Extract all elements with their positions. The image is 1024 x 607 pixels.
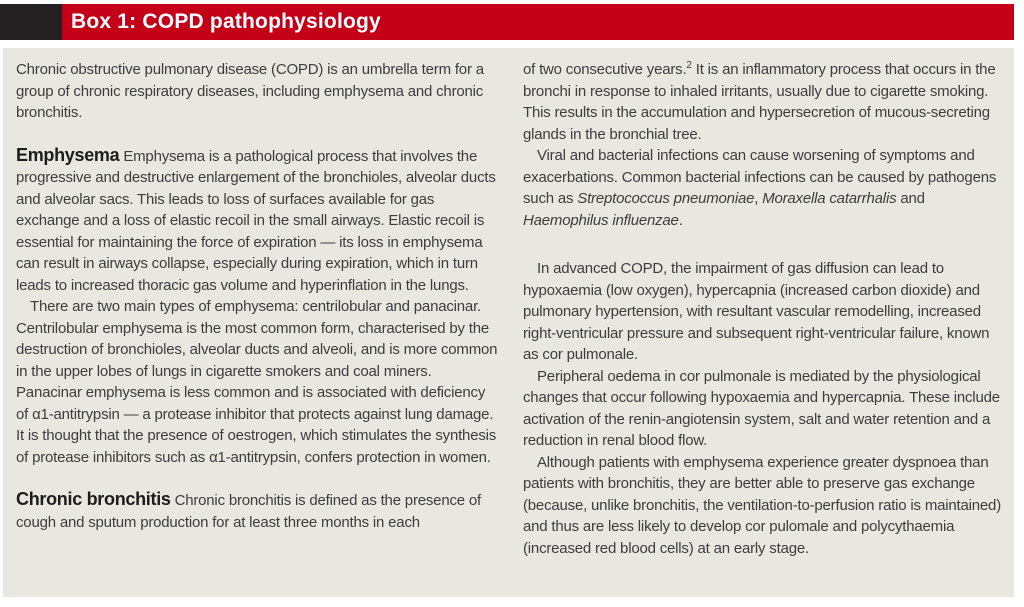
text-run: Chronic bronchitis is defined as the presence of cough and sputum production for at least three months in each <box>16 492 481 531</box>
text-run: Chronic obstructive pulmonary disease (COPD) is an umbrella term for a group of chronic respiratory diseases, including emphysema and chronic bronchitis. <box>16 61 484 121</box>
section-heading: Chronic bronchitis <box>16 489 171 509</box>
section-heading: Emphysema <box>16 144 120 165</box>
text-run: , <box>754 190 763 207</box>
text-run: Viral and bacterial infections can cause worsening of symptoms and exacerbations. Common bacterial infections can be caused by pathogens such as <box>523 147 997 207</box>
paragraph <box>523 145 1007 231</box>
text-run: of two consecutive years. <box>523 61 687 78</box>
paragraph <box>523 258 1007 366</box>
text-run: In advanced COPD, the impairment of gas diffusion can lead to hypoxaemia (low oxygen), hypercapnia (increased carbon dioxide) and pulmonary hypertension, with resultant vascular remodelling, increased right-ventricular pressure and subsequent right-ventricular failure, known as cor pulmonale. <box>523 260 990 363</box>
text-run: There are two main types of emphysema: centrilobular and panacinar. Centrilobular emphysema is the most common form, characterised by the destruction of bronchioles, alveolar ducts and alveoli, and is more common in the upper lobes of lungs in cigarette smokers and coal miners. Panacinar emphysema is less common and is associated with deficiency of α1-antitrypsin — a protease inhibitor that protects against lung damage. It is thought that the presence of oestrogen, which stimulates the synthesis of protease inhibitors such as α1-antitrypsin, confers protection in women. <box>16 298 498 466</box>
text-run: . <box>678 211 683 229</box>
species-name: Streptococcus pneumoniae <box>577 190 755 207</box>
text-run: Emphysema is a pathological process that involves the progressive and destructive enlargement of the bronchioles, alveolar ducts and alveolar sacs. This leads to loss of surfaces available for gas exchange and a loss of elastic recoil in the small airways. Elastic recoil is essential for maintaining the force of expiration — its loss in emphysema can result in airways collapse, especially during expiration, which in turn leads to increased thoracic gas volume and hyperinflation in the lungs. <box>16 147 496 294</box>
species-name: Haemophilus influenzae <box>523 211 679 229</box>
paragraph <box>16 296 500 468</box>
header-red-bar <box>62 4 1014 40</box>
box-header <box>0 4 1014 40</box>
text-run: Although patients with emphysema experience greater dyspnoea than patients with bronchitis, they are better able to preserve gas exchange (because, unlike bronchitis, the ventilation-to-perfusion ratio is maintained) and thus are less likely to develop cor pulomale and polycythaemia (increased red blood cells) at an early stage. <box>523 453 1001 557</box>
reference-superscript: 2 <box>686 60 692 71</box>
section-paragraph <box>16 145 500 297</box>
box-title: Box 1: COPD pathophysiology <box>71 10 381 33</box>
header-black-tab <box>0 4 62 40</box>
species-name: Moraxella catarrhalis <box>762 190 897 207</box>
text-run: It is an inflammatory process that occurs in the bronchi in response to inhaled irritants, usually due to cigarette smoking. This results in the accumulation and hypersecretion of mucous-secreting glands in the bronchial tree. <box>523 61 996 143</box>
paragraph <box>523 452 1007 560</box>
section-paragraph <box>16 489 500 533</box>
paragraph <box>523 59 1007 145</box>
paragraph <box>16 59 500 124</box>
right-text-column <box>523 59 1007 597</box>
text-run: Peripheral oedema in cor pulmonale is mediated by the physiological changes that occur following hypoxaemia and hypercapnia. These include activation of the renin-angiotensin system, salt and water retention and a reduction in renal blood flow. <box>523 367 1000 449</box>
left-text-column <box>16 59 500 597</box>
box-body <box>3 48 1014 597</box>
paragraph <box>523 366 1007 452</box>
text-run: and <box>896 190 925 207</box>
